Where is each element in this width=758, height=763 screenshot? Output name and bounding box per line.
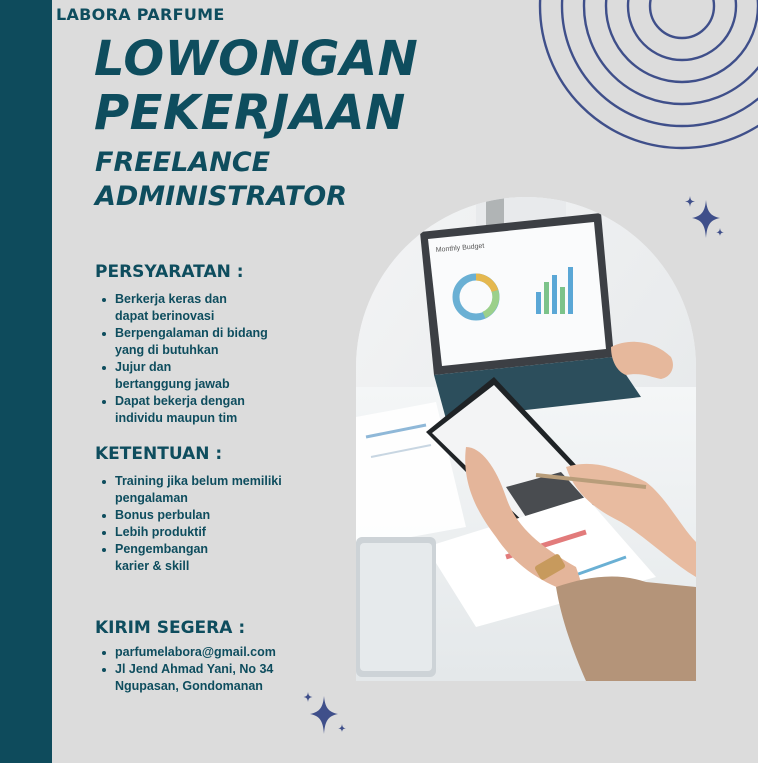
title-line-2: PEKERJAAN: [94, 85, 406, 141]
list-item: Dapat bekerja dengan individu maupun tim: [100, 393, 268, 427]
screen-title: Monthly Budget: [435, 242, 485, 254]
requirements-list: [100, 291, 268, 427]
list-item: Jujur dan bertanggung jawab: [100, 359, 268, 393]
list-item: Training jika belum memiliki pengalaman: [100, 473, 282, 507]
job-title-line-2: ADMINISTRATOR: [95, 181, 347, 212]
contact-list: [100, 644, 276, 695]
list-item: Bonus perbulan: [100, 507, 282, 524]
terms-list: [100, 473, 282, 575]
office-photo: [356, 197, 696, 681]
job-title: [95, 146, 347, 214]
concentric-circles-decoration: [530, 0, 758, 170]
sparkle-icon: [302, 690, 350, 738]
list-item: Berkerja keras dan dapat berinovasi: [100, 291, 268, 325]
left-accent-bar: [0, 0, 52, 763]
brand-name: LABORA PARFUME: [56, 5, 225, 24]
title-line-1: LOWONGAN: [94, 31, 419, 87]
page-title: [94, 32, 418, 140]
sparkle-icon: [682, 194, 728, 242]
contact-heading: KIRIM SEGERA :: [95, 618, 246, 638]
terms-heading: KETENTUAN :: [95, 444, 223, 464]
requirements-heading: PERSYARATAN :: [95, 262, 244, 282]
list-item: Pengembangan karier & skill: [100, 541, 282, 575]
list-item: Berpengalaman di bidang yang di butuhkan: [100, 325, 268, 359]
email-address: parfumelabora@gmail.com: [100, 644, 276, 661]
list-item: Lebih produktif: [100, 524, 282, 541]
job-title-line-1: FREELANCE: [95, 147, 271, 178]
street-address: Jl Jend Ahmad Yani, No 34 Ngupasan, Gondomanan: [100, 661, 276, 695]
office-photo-illustration: [356, 197, 696, 681]
